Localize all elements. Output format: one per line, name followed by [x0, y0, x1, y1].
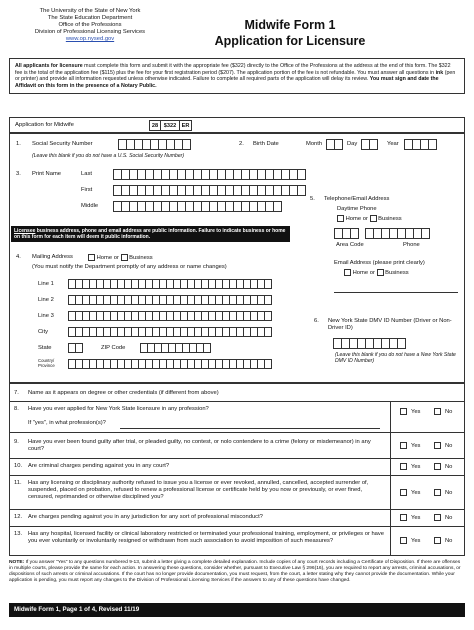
middle-name-input[interactable]	[113, 201, 281, 212]
notice-text: business address, phone and email address are public information. Failure to indicate business or home on this form for each item will deem it public information.	[14, 228, 286, 241]
question-9-no-checkbox[interactable]	[434, 442, 441, 449]
address-line1-input[interactable]	[68, 279, 271, 289]
question-12	[9, 510, 465, 527]
day-label: Day	[347, 141, 358, 147]
question-9-text: Have you ever been found guilty after trial, or pleaded guilty, no contest, or nolo contendere to a crime (felony or misdemeanor) in any court?	[28, 439, 371, 453]
question-8-no-checkbox[interactable]	[434, 408, 441, 415]
email-home-label: Home	[352, 270, 369, 277]
year-label: Year	[387, 141, 399, 147]
application-for-row	[9, 117, 465, 133]
q4-number: 4.	[16, 254, 21, 260]
mailing-address-label: Mailing Address	[32, 254, 73, 260]
daytime-phone-label: Daytime Phone	[337, 206, 377, 212]
fee-code: $322	[160, 120, 180, 131]
question-9-number: 9.	[14, 439, 19, 445]
phone-home-label: Home	[345, 216, 362, 223]
question-10	[9, 459, 465, 476]
question-11	[9, 476, 465, 510]
question-8-yes-checkbox[interactable]	[400, 408, 407, 415]
question-12-no-checkbox[interactable]	[434, 514, 441, 521]
question-9-yes-label: Yes	[411, 443, 421, 450]
address-home-label: Home	[96, 255, 113, 262]
question-10-number: 10.	[14, 463, 23, 469]
email-or-label: or	[369, 270, 375, 277]
zip-label: ZIP Code	[101, 345, 126, 351]
question-8-no-label: No	[445, 409, 453, 416]
day-input[interactable]	[361, 139, 377, 150]
question-13-text: Has any hospital, licensed facility or clinical laboratory restricted or terminated your professional training, employment, or privileges or have you ever voluntarily or involuntarily resigned or withdrawn from such association to avoid imposition of such measures?	[28, 531, 385, 545]
line1-label: Line 1	[38, 281, 54, 287]
email-input-line[interactable]	[334, 292, 458, 293]
question-8-number: 8.	[14, 406, 19, 412]
month-input[interactable]	[326, 139, 342, 150]
question-10-no-label: No	[445, 464, 453, 471]
question-11-text: Has any licensing or disciplinary authority refused to issue you a license or ever revoked, annulled, cancelled, accepted surrender of, suspended, placed on probation, refused to renew a professional license or certificate held by you now or previously, or ever fined, censured, reprimanded or otherwise disciplined you?	[28, 480, 369, 501]
profession-code: 28	[149, 120, 161, 131]
instructions-box	[9, 58, 465, 94]
zip-input[interactable]	[140, 343, 210, 353]
city-input[interactable]	[68, 327, 271, 337]
ssn-input[interactable]	[118, 139, 190, 150]
state-label: State	[38, 345, 52, 351]
question-13-yes-label: Yes	[411, 538, 421, 545]
email-type-options	[344, 269, 409, 277]
mailing-note: (You must notify the Department promptly of any address or name changes)	[32, 264, 227, 270]
address-home-checkbox[interactable]	[88, 254, 95, 261]
email-label: Email Address (please print clearly)	[334, 260, 425, 266]
dmv-note: (Leave this blank if you do not have a New York State DMV ID Number)	[335, 352, 456, 365]
question-13-answer	[390, 527, 464, 555]
public-info-notice	[11, 226, 290, 242]
question-8-answer	[390, 402, 464, 432]
question-13-number: 13.	[14, 531, 23, 537]
form-title-block	[180, 18, 400, 49]
question-11-no-label: No	[445, 490, 453, 497]
ssn-note: (Leave this blank if you do not have a U.S. Social Security Number)	[32, 153, 185, 159]
er-code: ER	[179, 120, 192, 131]
phone-or-label: or	[362, 216, 368, 223]
agency-line-2: The State Education Department	[47, 15, 133, 22]
question-11-number: 11.	[14, 480, 22, 486]
question-8-yes-label: Yes	[411, 409, 421, 416]
question-13-no-checkbox[interactable]	[434, 537, 441, 544]
question-9-answer	[390, 433, 464, 458]
q5-number: 5.	[310, 196, 315, 202]
note-lead: NOTE:	[9, 560, 25, 565]
last-name-input[interactable]	[113, 169, 305, 180]
q2-number: 2.	[239, 141, 244, 147]
note-text: If you answer "Yes" to any questions numbered 9-13, submit a letter giving a complete detailed explanation. Include copies of any court records including a Certificate of Disposition. If there are offenses in multiple courts, please provide the same for each action. In answering these questions, consider whether, pursuant to Executive Law § 296(16), you are required to report any arrests, criminal accusations, or dispositions of such arrests or criminal accusations. If the court has no longer provide documentation, you must request, from the court, a letter stating why they cannot provide the documentation. While your application is pending, you must report any changes to the Division of Professional Licensing Services if the answers to any of these questions have changed.	[9, 560, 461, 584]
agency-line-4: Division of Professional Licensing Services	[34, 29, 146, 36]
question-8-profession-line[interactable]	[120, 428, 380, 429]
question-11-answer	[390, 476, 464, 509]
question-11-yes-label: Yes	[411, 490, 421, 497]
agency-line-1: The University of the State of New York	[39, 8, 141, 14]
question-10-no-checkbox[interactable]	[434, 463, 441, 470]
phone-input[interactable]	[365, 228, 429, 239]
question-11-yes-checkbox[interactable]	[400, 489, 407, 496]
year-input[interactable]	[404, 139, 436, 150]
form-title: Midwife Form 1	[244, 18, 336, 32]
birth-date-label: Birth Date	[253, 141, 279, 147]
line2-label: Line 2	[38, 297, 54, 303]
question-7-text: Name as it appears on degree or other credentials (if different from above)	[28, 390, 219, 396]
q3-number: 3.	[16, 171, 21, 177]
phone-business-label: Business	[378, 216, 402, 223]
question-9-yes-checkbox[interactable]	[400, 442, 407, 449]
tel-email-label: Telephone/Email Address	[324, 196, 390, 202]
question-7	[9, 383, 465, 402]
note-block	[9, 560, 465, 585]
country-input[interactable]	[68, 359, 271, 369]
question-10-yes-label: Yes	[411, 464, 421, 471]
application-for-label: Application for Midwife	[15, 122, 74, 128]
address-or-label: or	[113, 255, 119, 262]
ssn-label: Social Security Number	[32, 141, 93, 147]
last-name-label: Last	[81, 171, 92, 177]
email-business-checkbox[interactable]	[377, 269, 384, 276]
question-12-no-label: No	[445, 515, 453, 522]
personal-info-section	[9, 133, 465, 383]
first-name-label: First	[81, 187, 93, 193]
address-line3-input[interactable]	[68, 311, 271, 321]
question-12-answer	[390, 510, 464, 526]
instructions-ink: ink	[435, 69, 444, 76]
notice-licensee: Licensee	[14, 228, 36, 234]
first-name-input[interactable]	[113, 185, 305, 196]
question-9-no-label: No	[445, 443, 453, 450]
email-business-label: Business	[385, 270, 409, 277]
website-link[interactable]: www.op.nysed.gov	[65, 36, 115, 43]
question-8-sub: If "yes", in what profession(s)?	[28, 420, 106, 426]
country-label: Country/ Province	[38, 358, 55, 368]
q6-number: 6.	[314, 318, 319, 324]
address-type-options	[88, 254, 153, 262]
question-11-no-checkbox[interactable]	[434, 489, 441, 496]
page-footer: Midwife Form 1, Page 1 of 4, Revised 11/19	[9, 603, 465, 617]
phone-business-checkbox[interactable]	[370, 215, 377, 222]
city-label: City	[38, 329, 48, 335]
address-business-label: Business	[129, 255, 153, 262]
phone-home-checkbox[interactable]	[337, 215, 344, 222]
address-line2-input[interactable]	[68, 295, 271, 305]
state-input[interactable]	[68, 343, 82, 353]
question-10-text: Are criminal charges pending against you in any court?	[28, 463, 170, 469]
address-business-checkbox[interactable]	[121, 254, 128, 261]
question-13-yes-checkbox[interactable]	[400, 537, 407, 544]
phone-type-options	[337, 215, 402, 223]
email-home-checkbox[interactable]	[344, 269, 351, 276]
dmv-label: New York State DMV ID Number (Driver or Non-Driver ID)	[328, 318, 452, 331]
question-10-answer	[390, 459, 464, 475]
form-subtitle: Application for Licensure	[214, 33, 366, 48]
question-8	[9, 402, 465, 433]
print-name-label: Print Name	[32, 171, 61, 177]
question-13	[9, 527, 465, 556]
question-13-no-label: No	[445, 538, 453, 545]
agency-header	[10, 8, 170, 43]
question-10-yes-checkbox[interactable]	[400, 463, 407, 470]
question-8-text: Have you ever applied for New York State licensure in any profession?	[28, 406, 209, 412]
question-7-number: 7.	[14, 390, 19, 396]
area-code-input[interactable]	[334, 228, 358, 239]
q1-number: 1.	[16, 141, 21, 147]
line3-label: Line 3	[38, 313, 54, 319]
instructions-body-2: (pen or printer) and provide all information requested unless otherwise indicated. Failure to complete all required parts of the application will delay its review.	[15, 69, 456, 83]
question-12-yes-checkbox[interactable]	[400, 514, 407, 521]
instructions-lead: All applicants for licensure	[15, 63, 83, 69]
instructions-body: must complete this form and submit it with the appropriate fee ($322) directly to the Office of the Professions at the address at the end of this form. The $322 fee is the total of the application fee ($115) plus the fee for your first registration period ($207). The application portion of the fee is not refundable. You must answer all questions in	[15, 63, 451, 76]
question-12-yes-label: Yes	[411, 515, 421, 522]
area-code-label: Area Code	[336, 242, 364, 248]
agency-line-3: Office of the Professions	[58, 22, 122, 29]
dmv-id-input[interactable]	[333, 338, 405, 349]
instructions-affidavit: You must sign and date the Affidavit on this form in the presence of a Notary Public.	[15, 76, 439, 89]
question-9	[9, 433, 465, 459]
phone-label: Phone	[403, 242, 420, 248]
middle-name-label: Middle	[81, 203, 99, 209]
question-12-number: 12.	[14, 514, 23, 520]
question-12-text: Are charges pending against you in any jurisdiction for any sort of professional misconduct?	[28, 514, 263, 520]
month-label: Month	[306, 141, 323, 147]
